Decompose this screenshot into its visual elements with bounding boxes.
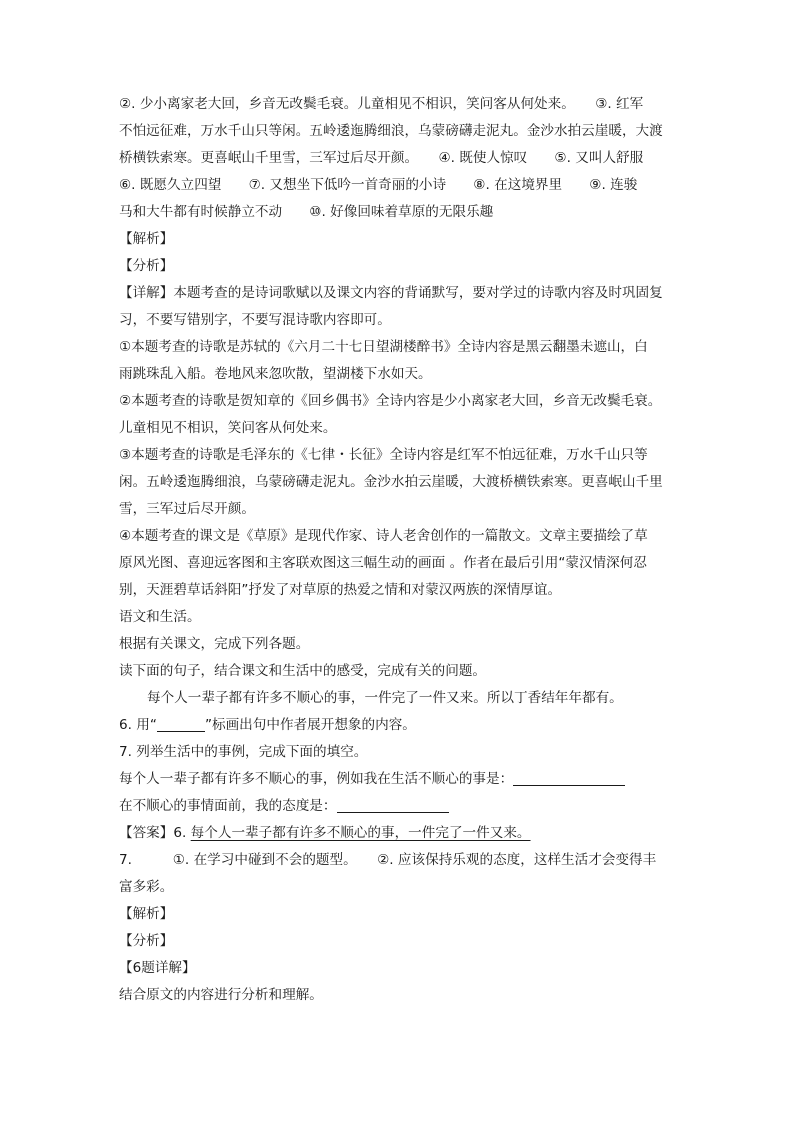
text-line: 马和大牛都有时候静立不动 ⑩. 好像回味着草原的无限乐趣 xyxy=(119,204,494,220)
answer-6-text: 每个人一辈子都有许多不顺心的事，一件完了一件又来。 xyxy=(190,825,531,841)
text-line: ③本题考查的诗歌是毛泽东的《七律・长征》全诗内容是红军不怕远征难，万水千山只等 xyxy=(119,447,648,463)
text-line: ②. 少小离家老大回，乡音无改鬓毛衰。儿童相见不相识，笑问客从何处来。 ③. 红军 xyxy=(119,96,644,112)
answer-7-line-2: 富多彩。 xyxy=(119,879,174,895)
text-line: 习，不要写错别字，不要写混诗歌内容即可。 xyxy=(119,312,391,328)
text-line: 雪，三军过后尽开颜。 xyxy=(119,501,255,517)
text-line: 原风光图、喜迎远客图和主客联欢图这三幅生动的画面 。作者在最后引用“蒙汉情深何忍 xyxy=(119,555,647,571)
text-line: 语文和生活。 xyxy=(119,609,201,625)
text-line: 儿童相见不相识，笑问客从何处来。 xyxy=(119,420,337,436)
answer-blank xyxy=(337,797,449,813)
fill-line-1 xyxy=(119,766,679,793)
section-heading-q6-detail: 【6题详解】 xyxy=(119,960,196,976)
text-line: ⑥. 既愿久立四望 ⑦. 又想坐下低吟一首奇丽的小诗 ⑧. 在这境界里 ⑨. 连骏 xyxy=(119,177,638,193)
text-line: ①本题考查的诗歌是苏轼的《六月二十七日望湖楼醉书》全诗内容是黑云翻墨未遮山，白 xyxy=(119,339,648,355)
quoted-sentence: 每个人一辈子都有许多不顺心的事，一件完了一件又来。所以丁香结年年都有。 xyxy=(147,690,623,706)
document-body xyxy=(119,91,679,1009)
text-line: 【详解】本题考查的是诗词歌赋以及课文内容的背诵默写，要对学过的诗歌内容及时巩固复 xyxy=(119,285,663,301)
answer-7-line-1: 7. ①. 在学习中碰到不会的题型。 ②. 应该保持乐观的态度，这样生活才会变得丰 xyxy=(119,852,657,868)
text-line: 闲。五岭逶迤腾细浪，乌蒙磅礴走泥丸。金沙水拍云崖暖，大渡桥横铁索寒。更喜岷山千里 xyxy=(119,474,663,490)
answer-blank xyxy=(513,770,625,786)
fill-line-2 xyxy=(119,793,679,820)
underline-blank xyxy=(157,716,205,732)
text-line: ②本题考查的诗歌是贺知章的《回乡偶书》全诗内容是少小离家老大回，乡音无改鬓毛衰。 xyxy=(119,393,662,409)
text-line: ④本题考查的课文是《草原》是现代作家、诗人老舍创作的一篇散文。文章主要描绘了草 xyxy=(119,528,648,544)
answer-label: 【答案】6. xyxy=(119,825,191,841)
text-line: 桥横铁索寒。更喜岷山千里雪，三军过后尽开颜。 ④. 既使人惊叹 ⑤. 又叫人舒服 xyxy=(119,150,644,166)
question-7: 7. 列举生活中的事例，完成下面的填空。 xyxy=(119,744,368,760)
text-line: 别，天涯碧草话斜阳”抒发了对草原的热爱之情和对蒙汉两族的深情厚谊。 xyxy=(119,582,562,598)
text-line: 结合原文的内容进行分析和理解。 xyxy=(119,987,323,1003)
section-heading-analysis: 【解析】 xyxy=(119,906,174,922)
text-line: 读下面的句子，结合课文和生活中的感受，完成有关的问题。 xyxy=(119,663,487,679)
question-6 xyxy=(119,712,679,739)
text-line: 雨跳珠乱入船。卷地风来忽吹散，望湖楼下水如天。 xyxy=(119,366,432,382)
section-heading-fenxi: 【分析】 xyxy=(119,258,174,274)
text-line: 根据有关课文，完成下列各题。 xyxy=(119,636,310,652)
question-6-prefix: 6. 用“ xyxy=(119,717,157,733)
answer-6 xyxy=(119,820,679,847)
text-line: 不怕远征难，万水千山只等闲。五岭逶迤腾细浪，乌蒙磅礴走泥丸。金沙水拍云崖暖，大渡 xyxy=(119,123,663,139)
section-heading-fenxi: 【分析】 xyxy=(119,933,174,949)
fill-line-1-text: 每个人一辈子都有许多不顺心的事，例如我在生活不顺心的事是： xyxy=(119,771,514,787)
section-heading-analysis: 【解析】 xyxy=(119,231,174,247)
fill-line-2-text: 在不顺心的事情面前，我的态度是： xyxy=(119,798,337,814)
question-6-suffix: ”标画出句中作者展开想象的内容。 xyxy=(204,717,416,733)
